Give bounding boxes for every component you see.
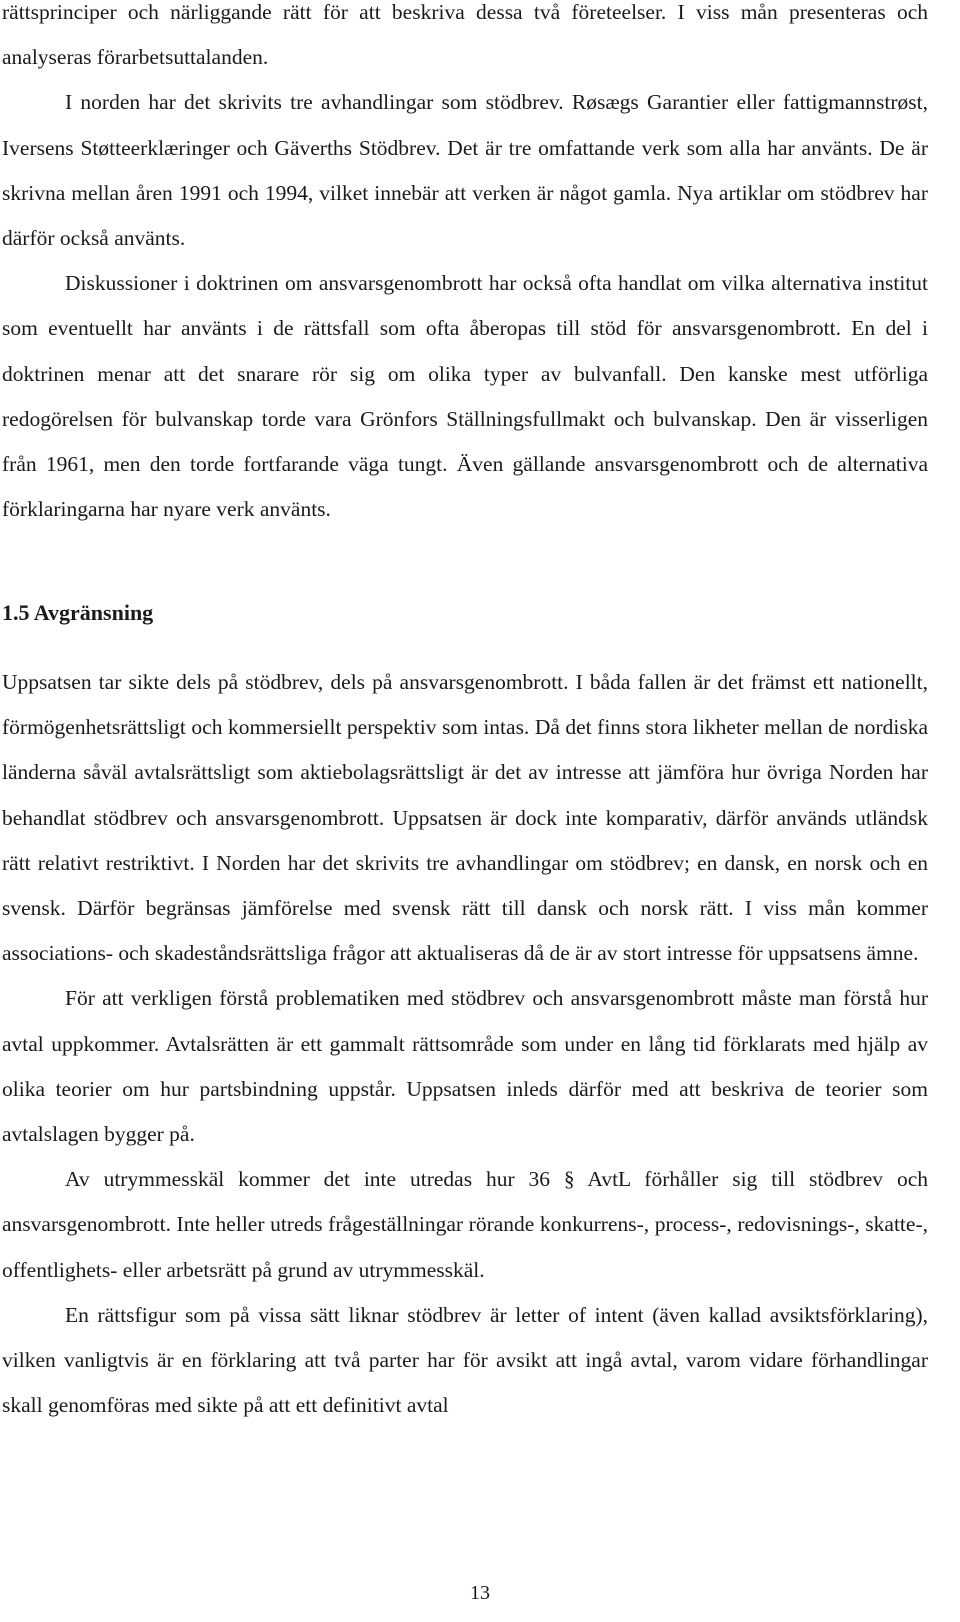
paragraph-avhandlingar: I norden har det skrivits tre avhandlingar som stödbrev. Røsægs Garantier eller fattigmannstrøst, Iversens Støtteerklæringer och Gäverths Stödbrev. Det är tre omfattande verk som alla har använts. De är skrivna mellan åren 1991 och 1994, vilket innebär att verken är något gamla. Nya artiklar om stödbrev har därför också använts. [2,90,928,251]
page-number: 13 [470,1582,490,1604]
paragraph-letter-of-intent: En rättsfigur som på vissa sätt liknar stödbrev är letter of intent (även kallad avsiktsförklaring), vilken vanligtvis är en förklaring att två parter har för avsikt att ingå avtal, varom vidare förhandlingar skall genomföras med sikte på att ett definitivt avtal [2,1302,928,1418]
body-text-section [2,660,928,1428]
section-heading: 1.5 Avgränsning [2,600,154,625]
paragraph-avtal: För att verkligen förstå problematiken med stödbrev och ansvarsgenombrott måste man förstå hur avtal uppkommer. Avtalsrätten är ett gammalt rättsområde som under en lång tid förklarats med hjälp av olika teorier om hur partsbindning uppstår. Uppsatsen inleds därför med att beskriva de teorier som avtalslagen bygger på. [2,986,928,1147]
paragraph-utrymmesskal: Av utrymmesskäl kommer det inte utredas hur 36 § AvtL förhåller sig till stödbrev och ansvarsgenombrott. Inte heller utreds frågeställningar rörande konkurrens-, process-, redovisnings-, skatte-, offentlighets- eller arbetsrätt på grund av utrymmesskäl. [2,1167,928,1282]
body-text-top [2,0,928,532]
paragraph-diskussioner: Diskussioner i doktrinen om ansvarsgenombrott har också ofta handlat om vilka alternativa institut som eventuellt har använts i de rättsfall som ofta åberopas till stöd för ansvarsgenombrott. En del i doktrinen menar att det snarare rör sig om olika typer av bulvanfall. Den kanske mest utförliga redogörelsen för bulvanskap torde vara Grönfors Ställningsfullmakt och bulvanskap. Den är visserligen från 1961, men den torde fortfarande väga tungt. Även gällande ansvarsgenombrott och de alternativa förklaringarna har nyare verk använts. [2,271,928,522]
paragraph-uppsatsen: Uppsatsen tar sikte dels på stödbrev, dels på ansvarsgenombrott. I båda fallen är det främst ett nationellt, förmögenhetsrättsligt och kommersiellt perspektiv som intas. Då det finns stora likheter mellan de nordiska länderna såväl avtalsrättsligt som aktiebolagsrättsligt är det av intresse att jämföra hur övriga Norden har behandlat stödbrev och ansvarsgenombrott. Uppsatsen är dock inte komparativ, därför används utländsk rätt relativt restriktivt. I Norden har det skrivits tre avhandlingar om stödbrev; en dansk, en norsk och en svensk. Därför begränsas jämförelse med svensk rätt till dansk och norsk rätt. I viss mån kommer associations- och skadeståndsrättsliga frågor att aktualiseras då de är av stort intresse för uppsatsens ämne. [2,670,928,966]
paragraph-continuation: rättsprinciper och närliggande rätt för att beskriva dessa två företeelser. I viss mån presenteras och analyseras förarbetsuttalanden. [2,0,928,70]
